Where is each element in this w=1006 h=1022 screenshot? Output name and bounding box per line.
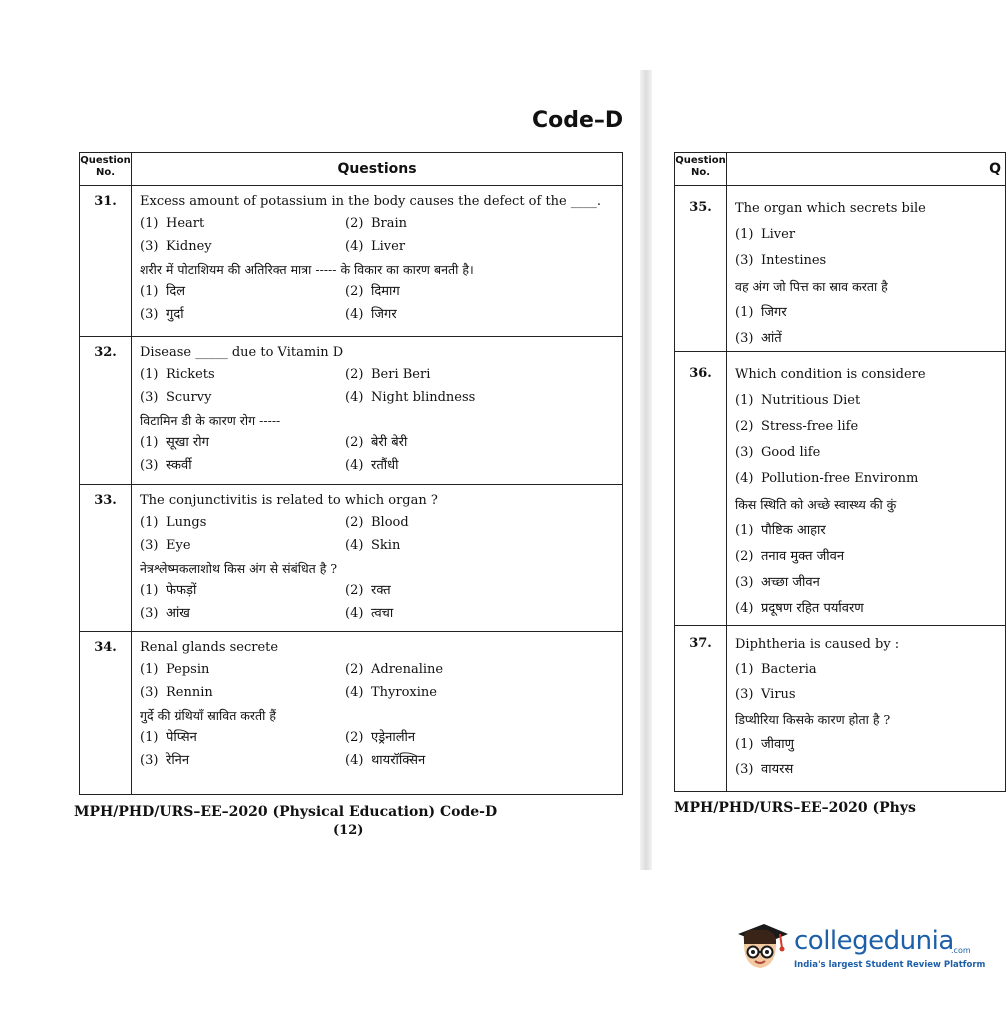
option-hi-4: (4) जिगर <box>345 306 397 322</box>
question-body <box>132 485 622 631</box>
question-number: 34. <box>80 632 132 794</box>
code-title: Code–D <box>532 108 624 133</box>
option-2: (2) Adrenaline <box>345 662 444 677</box>
header-question-no: Question No. <box>80 153 132 185</box>
option-3: (3) Virus <box>735 687 796 702</box>
question-row <box>80 485 622 632</box>
question-text-hindi: विटामिन डी के कारण रोग ----- <box>140 413 281 428</box>
question-text: The organ which secrets bile <box>735 201 926 216</box>
option-hi-1: (1) जीवाणु <box>735 737 795 752</box>
option-1: (1) Nutritious Diet <box>735 393 861 408</box>
option-hi-1: (1) पेप्सिन <box>140 730 197 745</box>
question-body <box>727 626 1005 791</box>
option-1: (1) Rickets <box>140 367 215 382</box>
option-hi-1: (1) सूखा रोग <box>140 435 209 450</box>
option-hi-2: (2) एड्रेनालीन <box>345 730 416 745</box>
option-1: (1) Liver <box>735 227 796 242</box>
header-questions: Questions <box>337 161 417 177</box>
option-1: (1) Bacteria <box>735 662 817 677</box>
collegedunia-logo <box>730 918 986 978</box>
option-4: (4) Skin <box>345 537 401 553</box>
option-hi-1: (1) जिगर <box>735 305 787 320</box>
option-hi-4: (4) रतौंधी <box>345 457 399 473</box>
option-2: (2) Brain <box>345 216 408 231</box>
options-english <box>140 364 614 409</box>
options-english <box>140 512 614 557</box>
option-1: (1) Lungs <box>140 515 207 530</box>
question-text: The conjunctivitis is related to which organ ? <box>140 493 438 508</box>
option-1: (1) Heart <box>140 216 205 231</box>
question-text-hindi: किस स्थिति को अच्छे स्वास्थ्य की कुं <box>735 497 897 512</box>
question-row <box>675 626 1005 791</box>
page-footer: MPH/PHD/URS–EE–2020 (Phys <box>674 800 916 816</box>
question-number: 32. <box>80 337 132 484</box>
question-body <box>727 186 1005 351</box>
options-hindi <box>140 580 614 625</box>
header-questions: Q <box>989 161 1001 177</box>
question-text-hindi: डिप्थीरिया किसके कारण होता है ? <box>735 712 891 727</box>
option-hi-3: (3) अच्छा जीवन <box>735 575 820 590</box>
option-1: (1) Pepsin <box>140 662 210 677</box>
option-4: (4) Liver <box>345 238 406 254</box>
question-text-hindi: गुर्दे की ग्रंथियाँ स्रावित करती हैं <box>140 708 276 723</box>
question-number: 31. <box>80 186 132 336</box>
option-3: (3) Scurvy <box>140 389 212 405</box>
brand-tagline: India's largest Student Review Platform <box>794 960 986 970</box>
table-header <box>675 153 1005 186</box>
option-3: (3) Rennin <box>140 684 213 700</box>
question-text: Excess amount of potassium in the body causes the defect of the ____. <box>140 194 602 209</box>
option-3: (3) Eye <box>140 537 191 553</box>
option-hi-4: (4) थायरॉक्सिन <box>345 752 426 768</box>
question-number: 37. <box>675 626 727 791</box>
option-hi-3: (3) आंख <box>140 605 190 621</box>
option-3: (3) Intestines <box>735 253 827 268</box>
option-hi-1: (1) दिल <box>140 284 186 299</box>
option-hi-4: (4) त्वचा <box>345 605 394 621</box>
question-body <box>132 186 622 336</box>
option-hi-3: (3) आंतें <box>735 331 782 346</box>
right-page <box>652 0 1001 1022</box>
header-question-no: Question No. <box>675 153 727 185</box>
option-hi-2: (2) तनाव मुक्त जीवन <box>735 549 845 564</box>
question-text: Which condition is considere <box>735 367 926 382</box>
question-row <box>80 337 622 485</box>
question-table <box>79 152 623 795</box>
option-hi-4: (4) प्रदूषण रहित पर्यावरण <box>735 601 864 616</box>
student-mascot-icon <box>730 920 790 976</box>
question-row <box>675 352 1005 626</box>
option-hi-1: (1) फेफड़ों <box>140 583 197 598</box>
question-text: Diphtheria is caused by : <box>735 637 900 652</box>
option-2: (2) Blood <box>345 515 409 530</box>
question-body <box>132 632 622 794</box>
options-hindi <box>140 432 614 477</box>
question-row <box>675 186 1005 352</box>
brand-name: collegedunia <box>794 926 954 956</box>
options-hindi <box>140 281 614 326</box>
option-4: (4) Pollution-free Environm <box>735 471 919 486</box>
question-text: Disease _____ due to Vitamin D <box>140 345 344 360</box>
question-table <box>674 152 1006 792</box>
option-4: (4) Night blindness <box>345 389 476 405</box>
page-footer: MPH/PHD/URS–EE–2020 (Physical Education) Code-D <box>74 804 498 820</box>
question-number: 36. <box>675 352 727 625</box>
option-2: (2) Beri Beri <box>345 367 431 382</box>
option-3: (3) Good life <box>735 445 821 460</box>
option-hi-3: (3) रेनिन <box>140 752 190 768</box>
page-number: (12) <box>333 823 364 838</box>
question-text-hindi: शरीर में पोटाशियम की अतिरिक्त मात्रा ----- के विकार का कारण बनती है। <box>140 262 474 277</box>
options-hindi <box>140 727 614 772</box>
option-hi-3: (3) गुर्दा <box>140 306 184 322</box>
page-gutter <box>640 70 652 870</box>
question-body <box>727 352 1005 625</box>
question-text: Renal glands secrete <box>140 640 279 655</box>
question-body <box>132 337 622 484</box>
question-text-hindi: वह अंग जो पित्त का स्राव करता है <box>735 279 888 294</box>
question-text-hindi: नेत्रश्लेष्मकलाशोथ किस अंग से संबंधित है ? <box>140 561 338 576</box>
option-2: (2) Stress-free life <box>735 419 859 434</box>
option-hi-2: (2) बेरी बेरी <box>345 435 408 450</box>
question-number: 33. <box>80 485 132 631</box>
option-hi-2: (2) दिमाग <box>345 284 400 299</box>
question-row <box>80 186 622 337</box>
options-english <box>140 213 614 258</box>
brand-suffix: .com <box>951 946 971 955</box>
option-hi-3: (3) स्कर्वी <box>140 457 192 473</box>
question-number: 35. <box>675 186 727 351</box>
option-hi-3: (3) वायरस <box>735 762 794 777</box>
table-header <box>80 153 622 186</box>
option-4: (4) Thyroxine <box>345 684 437 700</box>
option-hi-1: (1) पौष्टिक आहार <box>735 523 826 538</box>
option-hi-2: (2) रक्त <box>345 583 391 598</box>
options-english <box>140 659 614 704</box>
option-3: (3) Kidney <box>140 238 212 254</box>
question-row <box>80 632 622 794</box>
